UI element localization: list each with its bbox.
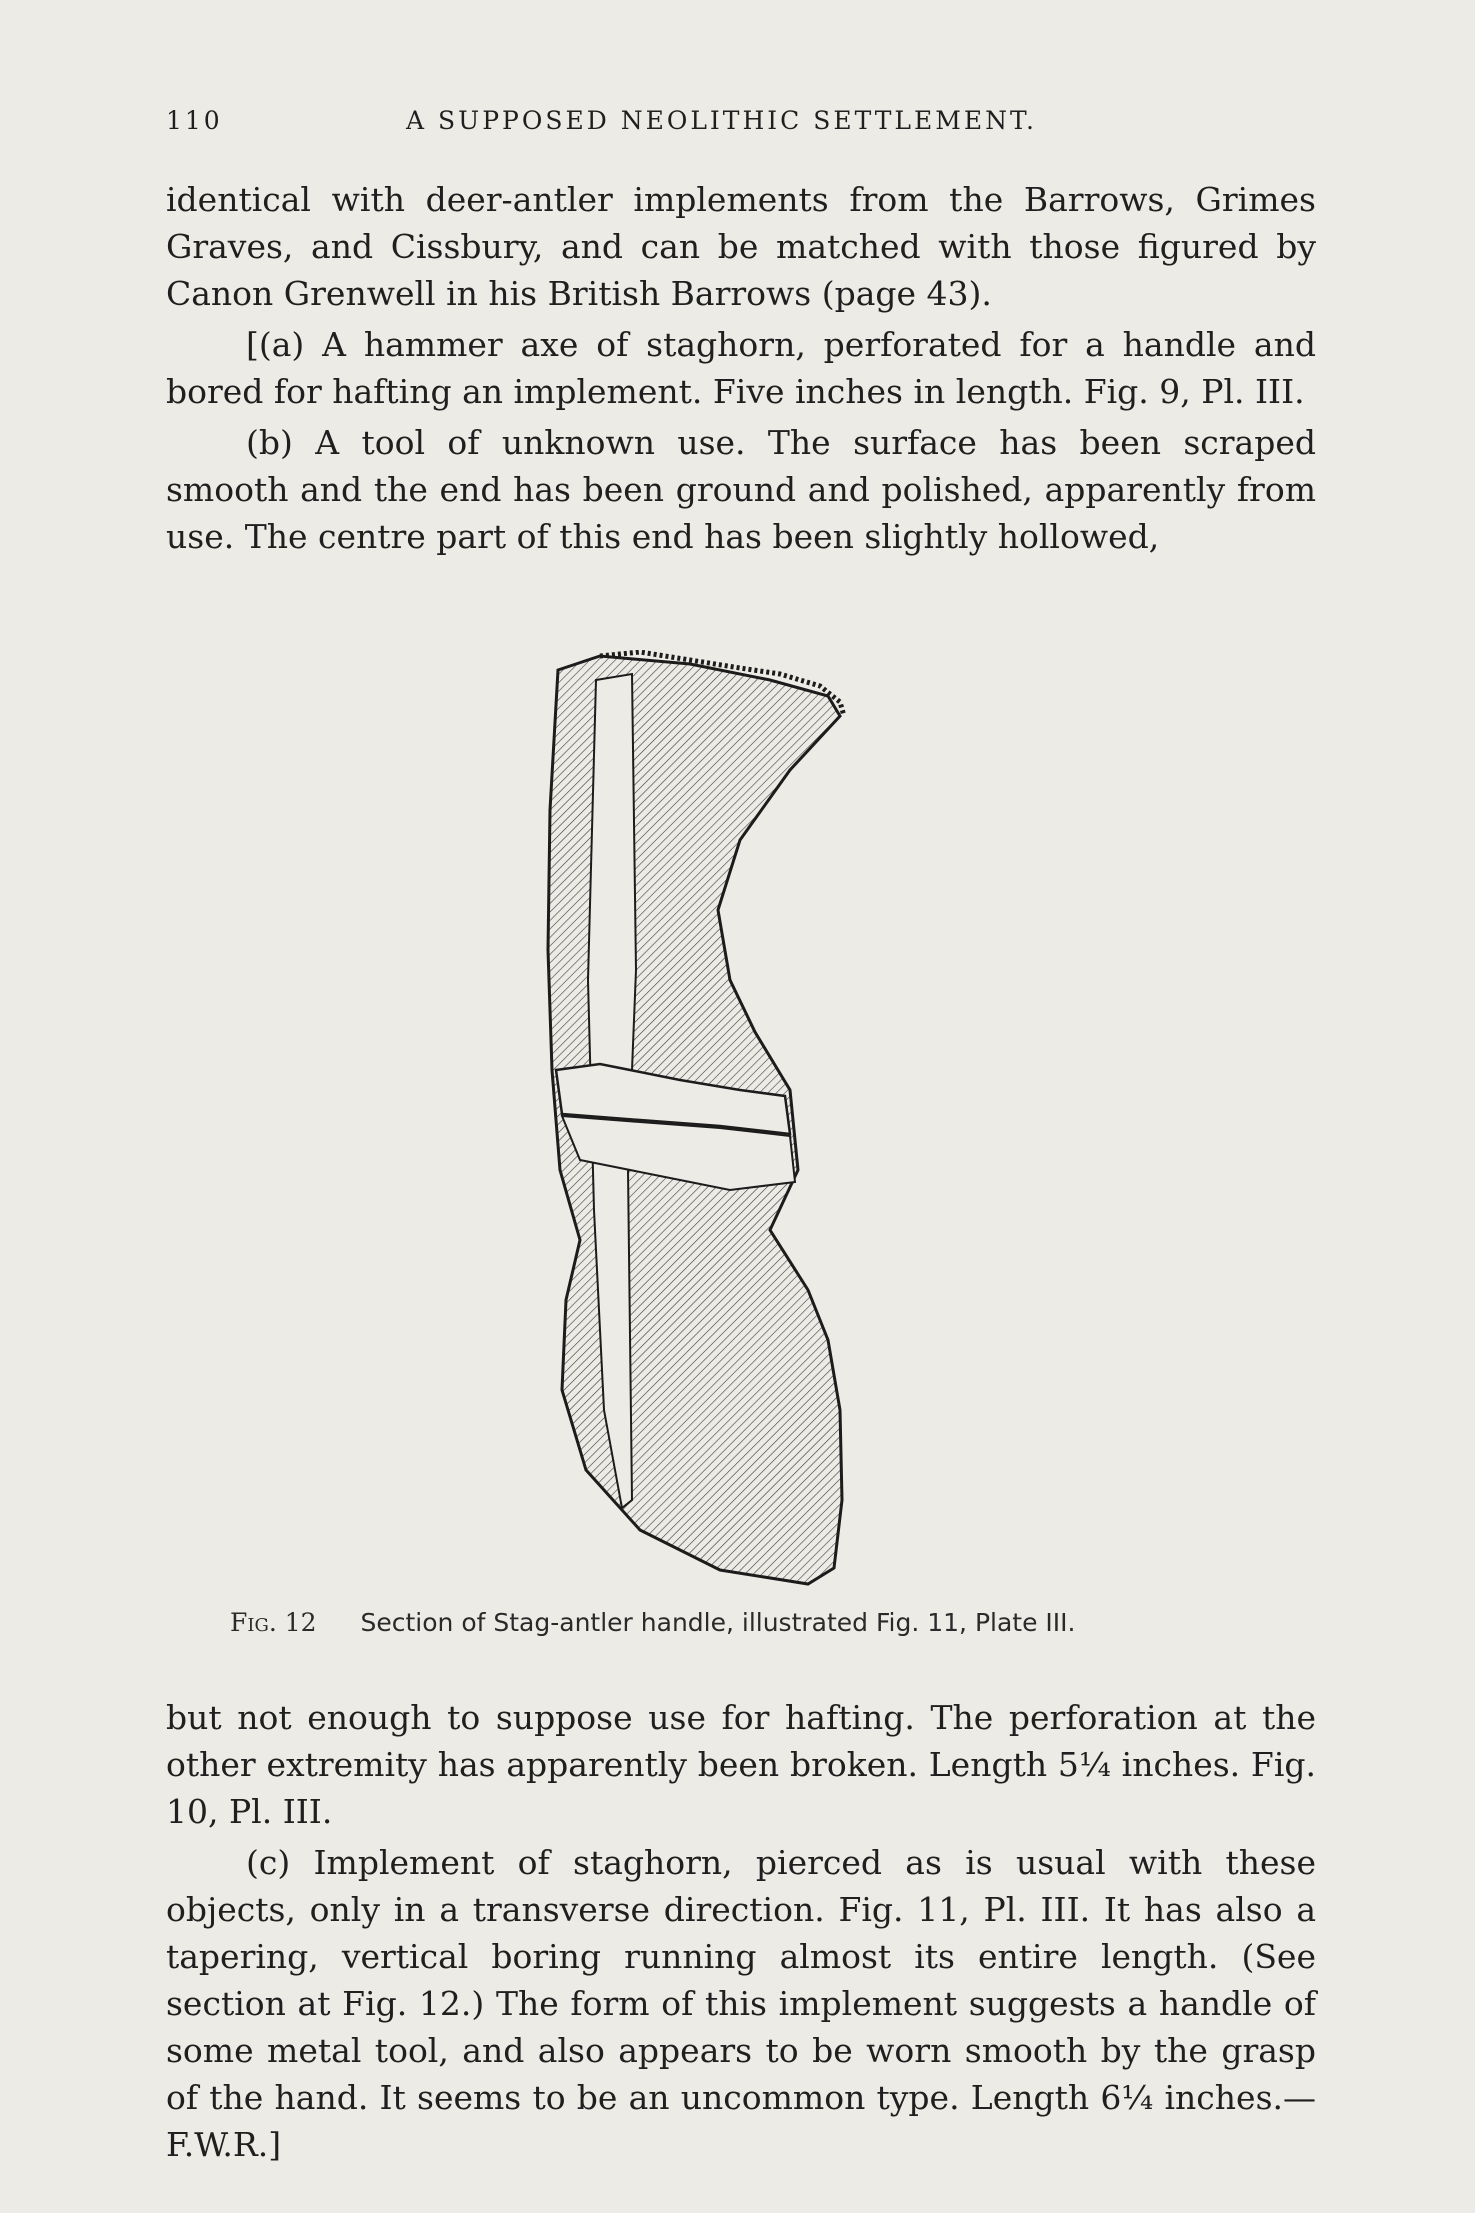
- running-head: [166, 106, 1316, 146]
- paragraph-5: (c) Implement of staghorn, pierced as is usual with these objects, only in a transverse direction. Fig. 11, Pl. III. It has also a tapering, vertical boring running almost its entire length. (See section at Fig. 12.) The form of this implement suggests a handle of some metal tool, and also appears to be worn smooth by the grasp of the hand. It seems to be an uncommon type. Length 6¼ inches.—F.W.R.]: [166, 1843, 1316, 2164]
- text-block-upper: [166, 176, 1316, 560]
- running-title: A SUPPOSED NEOLITHIC SETTLEMENT.: [406, 106, 1037, 135]
- figure-caption-text: Section of Stag-antler handle, illustrated Fig. 11, Plate III.: [360, 1608, 1076, 1637]
- paragraph-3: (b) A tool of unknown use. The surface has been scraped smooth and the end has been ground and polished, apparently from use. The centre part of this end has been slightly hollowed,: [166, 423, 1316, 556]
- paragraph-4: but not enough to suppose use for hafting. The perforation at the other extremity has apparently been broken. Length 5¼ inches. Fig. 10, Pl. III.: [166, 1698, 1316, 1831]
- figure-label: Fig. 12: [230, 1608, 317, 1637]
- antler-section-illustration: [540, 650, 960, 1590]
- figure-caption: [230, 1608, 1330, 1637]
- text-block-lower: [166, 1694, 1316, 2168]
- paragraph-1: identical with deer-antler implements from the Barrows, Grimes Graves, and Cissbury, and can be matched with those figured by Canon Grenwell in his British Barrows (page 43).: [166, 180, 1316, 313]
- page-number: 110: [166, 106, 223, 135]
- paragraph-2: [(a) A hammer axe of staghorn, perforated for a handle and bored for hafting an implement. Five inches in length. Fig. 9, Pl. III.: [166, 325, 1316, 411]
